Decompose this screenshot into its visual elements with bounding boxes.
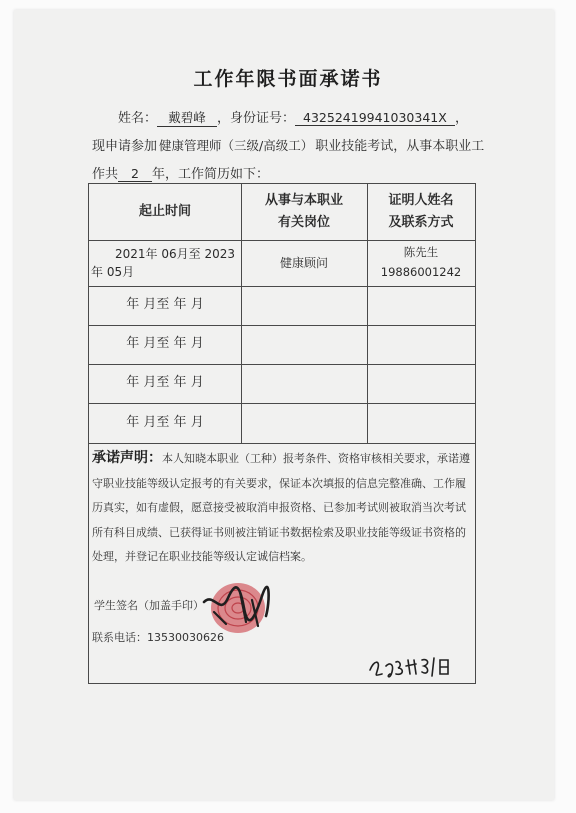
row-witness	[367, 286, 475, 325]
apply-prefix: 现申请参加	[92, 139, 158, 154]
fingerprint-signature	[200, 572, 272, 646]
row-position	[241, 364, 367, 403]
row-period	[89, 240, 241, 286]
row-witness: 陈先生19886001242	[380, 245, 462, 279]
row-witness	[367, 364, 475, 403]
row-position: 健康顾问	[279, 255, 328, 270]
apply-line	[92, 135, 484, 154]
years-suffix: 年，工作简历如下：	[152, 167, 270, 182]
header-witness	[367, 184, 475, 240]
header-position-line1: 从事与本职业	[264, 192, 343, 208]
row-position	[241, 286, 367, 325]
phone-label: 联系电话：	[92, 631, 147, 644]
declaration-text: 本人知晓本职业（工种）报考条件、资格审核相关要求，承诺遵守职业技能等级认定报考的有关要求，保证本次填报的信息完整准确、工作履历真实，如有虚假，愿意接受被取消申报资格、已参加考试则被取消当次考试所有科目成绩、已获得证书则被注销证书数据检索及职业技能等级证书资格的处理，并登记在职业技能等级认定诚信档案。	[92, 452, 470, 563]
name-label: 姓名：	[118, 111, 158, 126]
phone-value: 13530030626	[147, 631, 224, 644]
row-period: 年 月至 年 月	[126, 414, 204, 430]
handwritten-date	[368, 652, 452, 684]
signature-label: 学生签名（加盖手印）	[94, 599, 204, 612]
header-witness-line1: 证明人姓名	[388, 192, 454, 208]
row-period-line1: 2021年 06月至 2023	[115, 247, 235, 261]
table-divider	[89, 443, 475, 444]
row-period-line2: 年 05月	[91, 265, 135, 279]
id-suffix: ，	[455, 111, 469, 126]
header-position	[241, 184, 367, 240]
id-value: 43252419941030341X	[295, 110, 455, 126]
row-position	[241, 325, 367, 364]
fingerprint-icon	[200, 572, 272, 642]
years-prefix: 作共	[92, 167, 119, 182]
row-witness	[367, 403, 475, 443]
handwriting-date-icon	[368, 652, 452, 680]
document-title: 工作年限书面承诺书	[193, 68, 383, 90]
header-position-line2: 有关岗位	[277, 215, 330, 230]
row-period: 年 月至 年 月	[126, 375, 204, 391]
row-period: 年 月至 年 月	[126, 297, 204, 313]
id-label: ，身份证号：	[217, 111, 296, 126]
declaration-title: 承诺声明：	[92, 450, 162, 466]
job-value: 健康管理师（三级/高级工）	[159, 138, 314, 153]
years-line	[92, 163, 269, 182]
header-period: 起止时间	[138, 203, 191, 219]
years-value: 2	[118, 166, 152, 182]
row-witness	[367, 325, 475, 364]
row-position	[241, 403, 367, 443]
apply-suffix: 职业技能考试，从事本职业工	[315, 139, 485, 154]
row-period: 年 月至 年 月	[126, 336, 204, 352]
header-witness-line2: 及联系方式	[388, 215, 454, 230]
name-id-line	[118, 107, 468, 127]
declaration-block	[92, 446, 472, 570]
name-value: 戴碧峰	[157, 108, 217, 127]
